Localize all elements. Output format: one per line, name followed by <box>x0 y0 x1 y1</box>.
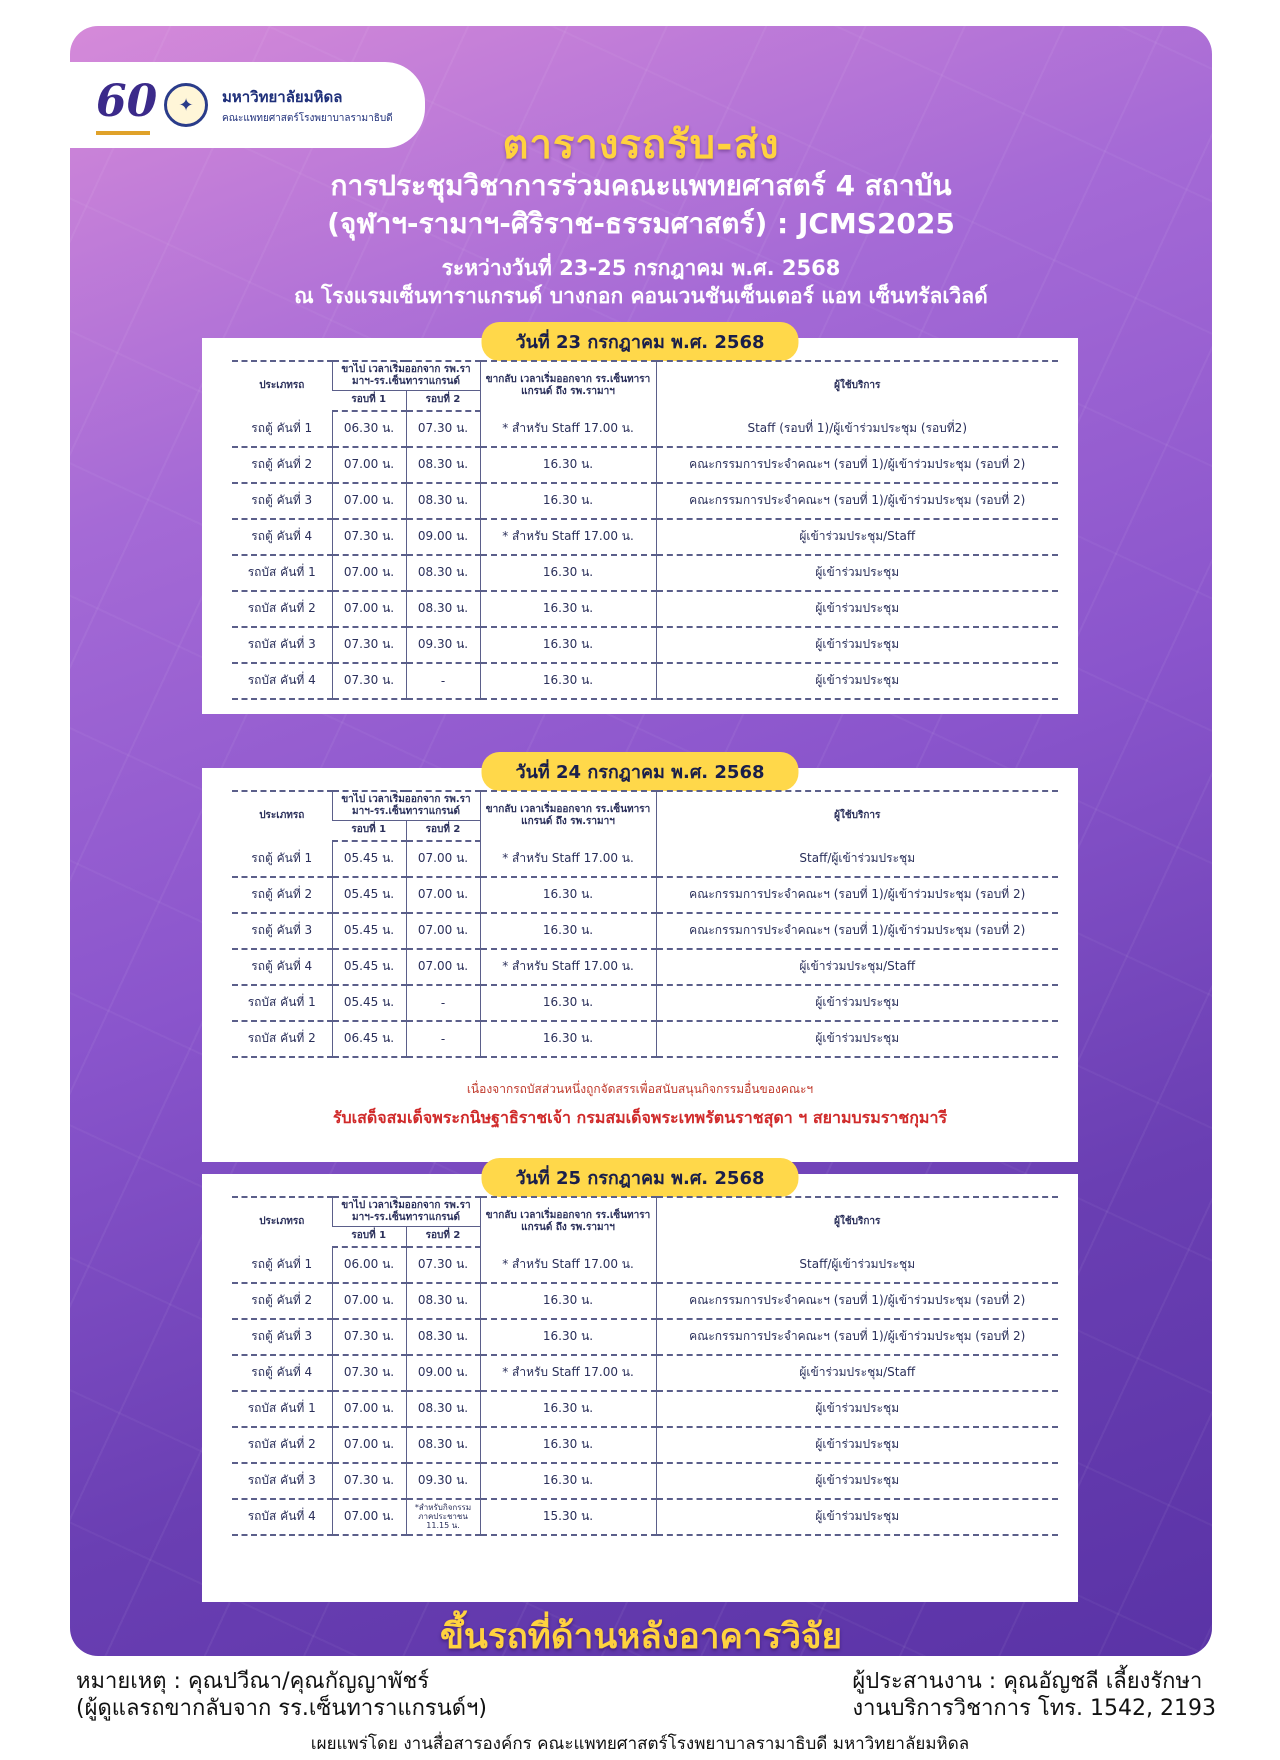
table-row: รถตู้ คันที่ 3 07.30 น. 08.30 น. 16.30 น. คณะกรรมการประจำคณะฯ (รอบที่ 1)/ผู้เข้าร่วมประชุม (รอบที่ 2) <box>232 1319 1058 1355</box>
header-outbound: ขาไป เวลาเริ่มออกจาก รพ.รามาฯ-รร.เซ็นทาราแกรนด์ <box>332 1197 480 1227</box>
table-row: รถตู้ คันที่ 4 07.30 น. 09.00 น. * สำหรับ Staff 17.00 น. ผู้เข้าร่วมประชุม/Staff <box>232 519 1058 555</box>
table-row: รถบัส คันที่ 1 07.00 น. 08.30 น. 16.30 น. ผู้เข้าร่วมประชุม <box>232 555 1058 591</box>
header-type: ประเภทรถ <box>232 1197 332 1247</box>
header-round2: รอบที่ 2 <box>406 391 480 411</box>
anniversary-60-logo: 60 <box>96 75 150 135</box>
date-badge: วันที่ 23 กรกฎาคม พ.ศ. 2568 <box>481 322 798 361</box>
poster-background <box>70 26 1212 1656</box>
table-row: รถตู้ คันที่ 1 06.00 น. 07.30 น. * สำหรับ Staff 17.00 น. Staff/ผู้เข้าร่วมประชุม <box>232 1247 1058 1283</box>
royal-reception-note: รับเสด็จสมเด็จพระกนิษฐาธิราชเจ้า กรมสมเด็จพระเทพรัตนราชสุดา ฯ สยามบรมราชกุมารี <box>332 1108 948 1127</box>
header-round2: รอบที่ 2 <box>406 821 480 841</box>
university-seal-icon: ✦ <box>164 83 208 127</box>
table-row: รถบัส คันที่ 2 07.00 น. 08.30 น. 16.30 น. ผู้เข้าร่วมประชุม <box>232 591 1058 627</box>
table-row: รถตู้ คันที่ 2 07.00 น. 08.30 น. 16.30 น. คณะกรรมการประจำคณะฯ (รอบที่ 1)/ผู้เข้าร่วมประชุม (รอบที่ 2) <box>232 447 1058 483</box>
header-users: ผู้ใช้บริการ <box>656 361 1058 411</box>
table-row: รถตู้ คันที่ 2 05.45 น. 07.00 น. 16.30 น. คณะกรรมการประจำคณะฯ (รอบที่ 1)/ผู้เข้าร่วมประชุม (รอบที่ 2) <box>232 877 1058 913</box>
header-outbound: ขาไป เวลาเริ่มออกจาก รพ.รามาฯ-รร.เซ็นทาราแกรนด์ <box>332 791 480 821</box>
pickup-location-note: ขึ้นรถที่ด้านหลังอาคารวิจัย <box>439 1617 843 1656</box>
schedule-table <box>232 790 1058 1058</box>
footer-remark-line1: หมายเหตุ : คุณปวีณา/คุณกัญญาพัชร์ <box>76 1669 430 1694</box>
footer-coordinator-line2: งานบริการวิชาการ โทร. 1542, 2193 <box>852 1696 1216 1721</box>
footer-coordinator-line1: ผู้ประสานงาน : คุณอัญชลี เลี้ยงรักษา <box>852 1669 1203 1694</box>
table-row: รถบัส คันที่ 4 07.30 น. - 16.30 น. ผู้เข้าร่วมประชุม <box>232 663 1058 699</box>
header-round1: รอบที่ 1 <box>332 1227 406 1247</box>
header-return: ขากลับ เวลาเริ่มออกจาก รร.เซ็นทาราแกรนด์ ถึง รพ.รามาฯ <box>480 791 656 841</box>
header-type: ประเภทรถ <box>232 361 332 411</box>
event-dates: ระหว่างวันที่ 23-25 กรกฎาคม พ.ศ. 2568 <box>441 256 841 280</box>
table-row: รถบัส คันที่ 1 07.00 น. 08.30 น. 16.30 น. ผู้เข้าร่วมประชุม <box>232 1391 1058 1427</box>
header-users: ผู้ใช้บริการ <box>656 1197 1058 1247</box>
event-venue: ณ โรงแรมเซ็นทาราแกรนด์ บางกอก คอนเวนชันเซ็นเตอร์ แอท เซ็นทรัลเวิลด์ <box>294 284 988 308</box>
faculty-name: คณะแพทยศาสตร์โรงพยาบาลรามาธิบดี <box>222 112 393 124</box>
table-row: รถตู้ คันที่ 4 07.30 น. 09.00 น. * สำหรับ Staff 17.00 น. ผู้เข้าร่วมประชุม/Staff <box>232 1355 1058 1391</box>
header-return: ขากลับ เวลาเริ่มออกจาก รร.เซ็นทาราแกรนด์ ถึง รพ.รามาฯ <box>480 1197 656 1247</box>
event-institutions: (จุฬาฯ-รามาฯ-ศิริราช-ธรรมศาสตร์) : JCMS2025 <box>327 207 955 240</box>
date-badge: วันที่ 25 กรกฎาคม พ.ศ. 2568 <box>481 1158 798 1197</box>
schedule-card-day2 <box>202 762 1078 1162</box>
schedule-table <box>232 1196 1058 1536</box>
header-round1: รอบที่ 1 <box>332 821 406 841</box>
table-row: รถตู้ คันที่ 1 05.45 น. 07.00 น. * สำหรับ Staff 17.00 น. Staff/ผู้เข้าร่วมประชุม <box>232 841 1058 877</box>
footer-remark-line2: (ผู้ดูแลรถขากลับจาก รร.เซ็นทาราแกรนด์ฯ) <box>76 1696 487 1721</box>
page-title: ตารางรถรับ-ส่ง <box>502 122 780 168</box>
table-row: รถบัส คันที่ 3 07.30 น. 09.30 น. 16.30 น. ผู้เข้าร่วมประชุม <box>232 1463 1058 1499</box>
schedule-table <box>232 360 1058 700</box>
table-row: รถบัส คันที่ 2 06.45 น. - 16.30 น. ผู้เข้าร่วมประชุม <box>232 1021 1058 1057</box>
header-round1: รอบที่ 1 <box>332 391 406 411</box>
table-row: รถตู้ คันที่ 4 05.45 น. 07.00 น. * สำหรับ Staff 17.00 น. ผู้เข้าร่วมประชุม/Staff <box>232 949 1058 985</box>
bus-allocation-note: เนื่องจากรถบัสส่วนหนึ่งถูกจัดสรรเพื่อสนับสนุนกิจกรรมอื่นของคณะฯ <box>466 1082 814 1096</box>
header-round2: รอบที่ 2 <box>406 1227 480 1247</box>
table-row: รถตู้ คันที่ 3 07.00 น. 08.30 น. 16.30 น. คณะกรรมการประจำคณะฯ (รอบที่ 1)/ผู้เข้าร่วมประชุม (รอบที่ 2) <box>232 483 1058 519</box>
footer-publisher: เผยแพร่โดย งานสื่อสารองค์กร คณะแพทยศาสตร์โรงพยาบาลรามาธิบดี มหาวิทยาลัยมหิดล <box>310 1734 970 1754</box>
header-outbound: ขาไป เวลาเริ่มออกจาก รพ.รามาฯ-รร.เซ็นทาราแกรนด์ <box>332 361 480 391</box>
schedule-card-day3 <box>202 1168 1078 1602</box>
footer-remark <box>76 1668 487 1722</box>
schedule-card-day1 <box>202 332 1078 714</box>
table-row: รถตู้ คันที่ 3 05.45 น. 07.00 น. 16.30 น. คณะกรรมการประจำคณะฯ (รอบที่ 1)/ผู้เข้าร่วมประชุม (รอบที่ 2) <box>232 913 1058 949</box>
header-return: ขากลับ เวลาเริ่มออกจาก รร.เซ็นทาราแกรนด์ ถึง รพ.รามาฯ <box>480 361 656 411</box>
table-row: รถบัส คันที่ 3 07.30 น. 09.30 น. 16.30 น. ผู้เข้าร่วมประชุม <box>232 627 1058 663</box>
header-users: ผู้ใช้บริการ <box>656 791 1058 841</box>
footer-coordinator <box>852 1668 1216 1722</box>
table-row: รถบัส คันที่ 1 05.45 น. - 16.30 น. ผู้เข้าร่วมประชุม <box>232 985 1058 1021</box>
table-row: รถตู้ คันที่ 1 06.30 น. 07.30 น. * สำหรับ Staff 17.00 น. Staff (รอบที่ 1)/ผู้เข้าร่วมประชุม (รอบที่2) <box>232 411 1058 447</box>
date-badge: วันที่ 24 กรกฎาคม พ.ศ. 2568 <box>481 752 798 791</box>
table-row: รถบัส คันที่ 4 07.00 น. *สำหรับกิจกรรม ภาคประชาชน 11.15 น. 15.30 น. ผู้เข้าร่วมประชุม <box>232 1499 1058 1535</box>
university-name: มหาวิทยาลัยมหิดล <box>222 87 343 106</box>
event-title: การประชุมวิชาการร่วมคณะแพทยศาสตร์ 4 สถาบัน <box>330 169 952 202</box>
table-row: รถบัส คันที่ 2 07.00 น. 08.30 น. 16.30 น. ผู้เข้าร่วมประชุม <box>232 1427 1058 1463</box>
table-row: รถตู้ คันที่ 2 07.00 น. 08.30 น. 16.30 น. คณะกรรมการประจำคณะฯ (รอบที่ 1)/ผู้เข้าร่วมประชุม (รอบที่ 2) <box>232 1283 1058 1319</box>
header-type: ประเภทรถ <box>232 791 332 841</box>
